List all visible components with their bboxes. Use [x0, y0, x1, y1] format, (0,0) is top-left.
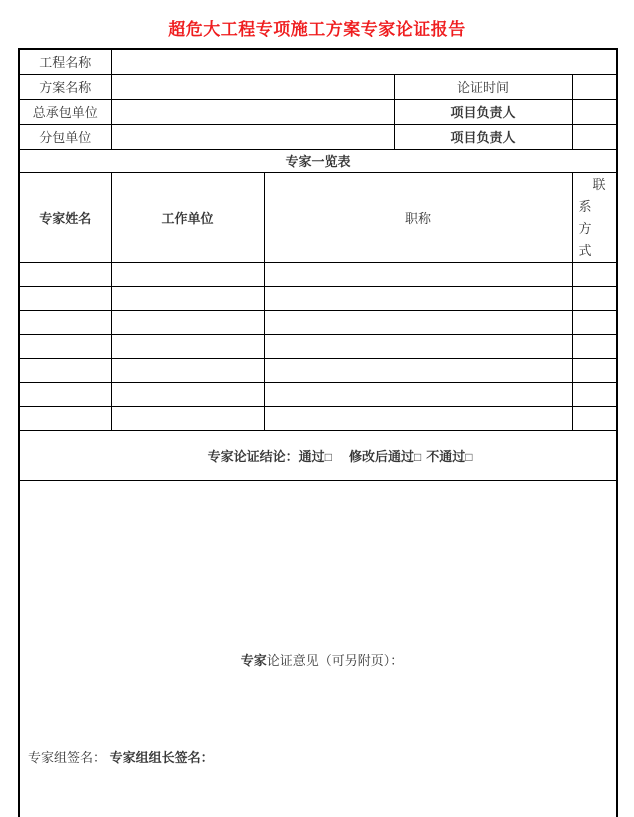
- expert-job-title-cell[interactable]: [264, 382, 572, 406]
- expert-group-leader-signature-label: 专家组组长签名：: [109, 749, 214, 765]
- project-name-row: [19, 49, 617, 74]
- opinion-label-rest: 论证意见（可另附页）：: [266, 652, 404, 668]
- expert-job-title-cell[interactable]: [264, 406, 572, 430]
- conclusion-option-pass-after-revision-text: 修改后通过: [348, 448, 414, 464]
- plan-name-label: 方案名称: [19, 74, 111, 99]
- expert-job-title-cell[interactable]: [264, 262, 572, 286]
- expert-name-cell[interactable]: [19, 310, 111, 334]
- general-contractor-leader-label: 项目负责人: [394, 99, 572, 124]
- project-name-label: 工程名称: [19, 49, 111, 74]
- expert-contact-cell[interactable]: [572, 334, 617, 358]
- opinion-row: [19, 480, 617, 817]
- expert-job-title-cell[interactable]: [264, 310, 572, 334]
- conclusion-option-fail-text: 不通过: [426, 448, 466, 464]
- conclusion-cell: [19, 430, 617, 480]
- expert-name-column-header: 专家姓名: [19, 172, 111, 262]
- contact-column-header: [572, 172, 617, 262]
- general-contractor-leader-field[interactable]: [572, 99, 617, 124]
- subcontractor-leader-field[interactable]: [572, 124, 617, 149]
- expert-job-title-cell[interactable]: [264, 286, 572, 310]
- expert-work-unit-cell[interactable]: [111, 334, 264, 358]
- pass-after-revision-checkbox[interactable]: □: [413, 449, 422, 464]
- page-title: 超危大工程专项施工方案专家论证报告: [168, 20, 466, 39]
- expert-contact-cell[interactable]: [572, 262, 617, 286]
- expert-name-cell[interactable]: [19, 334, 111, 358]
- expert-name-cell[interactable]: [19, 382, 111, 406]
- expert-row: [19, 334, 617, 358]
- opinion-cell[interactable]: [19, 480, 617, 817]
- expert-contact-cell[interactable]: [572, 382, 617, 406]
- expert-row: [19, 358, 617, 382]
- review-time-field[interactable]: [572, 74, 617, 99]
- expert-row: [19, 286, 617, 310]
- expert-job-title-cell[interactable]: [264, 358, 572, 382]
- signature-line: [28, 747, 214, 766]
- expert-contact-cell[interactable]: [572, 286, 617, 310]
- fail-checkbox[interactable]: □: [465, 449, 473, 464]
- expert-row: [19, 406, 617, 430]
- work-unit-column-header: 工作单位: [111, 172, 264, 262]
- plan-name-field[interactable]: [111, 74, 394, 99]
- expert-contact-cell[interactable]: [572, 406, 617, 430]
- conclusion-option-fail: [426, 449, 472, 464]
- report-form-table: [18, 48, 618, 817]
- expert-row: [19, 310, 617, 334]
- plan-name-row: [19, 74, 617, 99]
- expert-work-unit-cell[interactable]: [111, 382, 264, 406]
- expert-header-row: [19, 172, 617, 262]
- subcontractor-field[interactable]: [111, 124, 394, 149]
- pass-checkbox[interactable]: □: [324, 449, 332, 464]
- expert-section-title: 专家一览表: [19, 149, 617, 172]
- subcontractor-label: 分包单位: [19, 124, 111, 149]
- conclusion-option-pass-text: 通过: [298, 448, 325, 464]
- expert-row: [19, 262, 617, 286]
- expert-work-unit-cell[interactable]: [111, 406, 264, 430]
- expert-group-signature-label: 专家组签名：: [28, 749, 107, 765]
- conclusion-label: 专家论证结论：: [207, 448, 299, 464]
- expert-job-title-cell[interactable]: [264, 334, 572, 358]
- job-title-column-header: 职称: [264, 172, 572, 262]
- subcontractor-leader-label: 项目负责人: [394, 124, 572, 149]
- expert-contact-cell[interactable]: [572, 358, 617, 382]
- review-time-label: 论证时间: [394, 74, 572, 99]
- expert-name-cell[interactable]: [19, 262, 111, 286]
- conclusion-option-pass: [299, 449, 332, 464]
- opinion-label: [20, 644, 616, 669]
- contact-column-header-text: 联系方式: [578, 176, 606, 258]
- opinion-label-bold: 专家: [240, 652, 267, 668]
- subcontractor-row: [19, 124, 617, 149]
- expert-work-unit-cell[interactable]: [111, 262, 264, 286]
- expert-work-unit-cell[interactable]: [111, 358, 264, 382]
- general-contractor-field[interactable]: [111, 99, 394, 124]
- expert-row: [19, 382, 617, 406]
- conclusion-row: [19, 430, 617, 480]
- expert-name-cell[interactable]: [19, 358, 111, 382]
- expert-section-title-row: [19, 149, 617, 172]
- conclusion-option-pass-after-revision: [349, 449, 421, 464]
- general-contractor-row: [19, 99, 617, 124]
- expert-work-unit-cell[interactable]: [111, 286, 264, 310]
- expert-empty-rows: [19, 262, 617, 430]
- expert-name-cell[interactable]: [19, 406, 111, 430]
- general-contractor-label: 总承包单位: [19, 99, 111, 124]
- expert-contact-cell[interactable]: [572, 310, 617, 334]
- expert-work-unit-cell[interactable]: [111, 310, 264, 334]
- expert-name-cell[interactable]: [19, 286, 111, 310]
- project-name-field[interactable]: [111, 49, 617, 74]
